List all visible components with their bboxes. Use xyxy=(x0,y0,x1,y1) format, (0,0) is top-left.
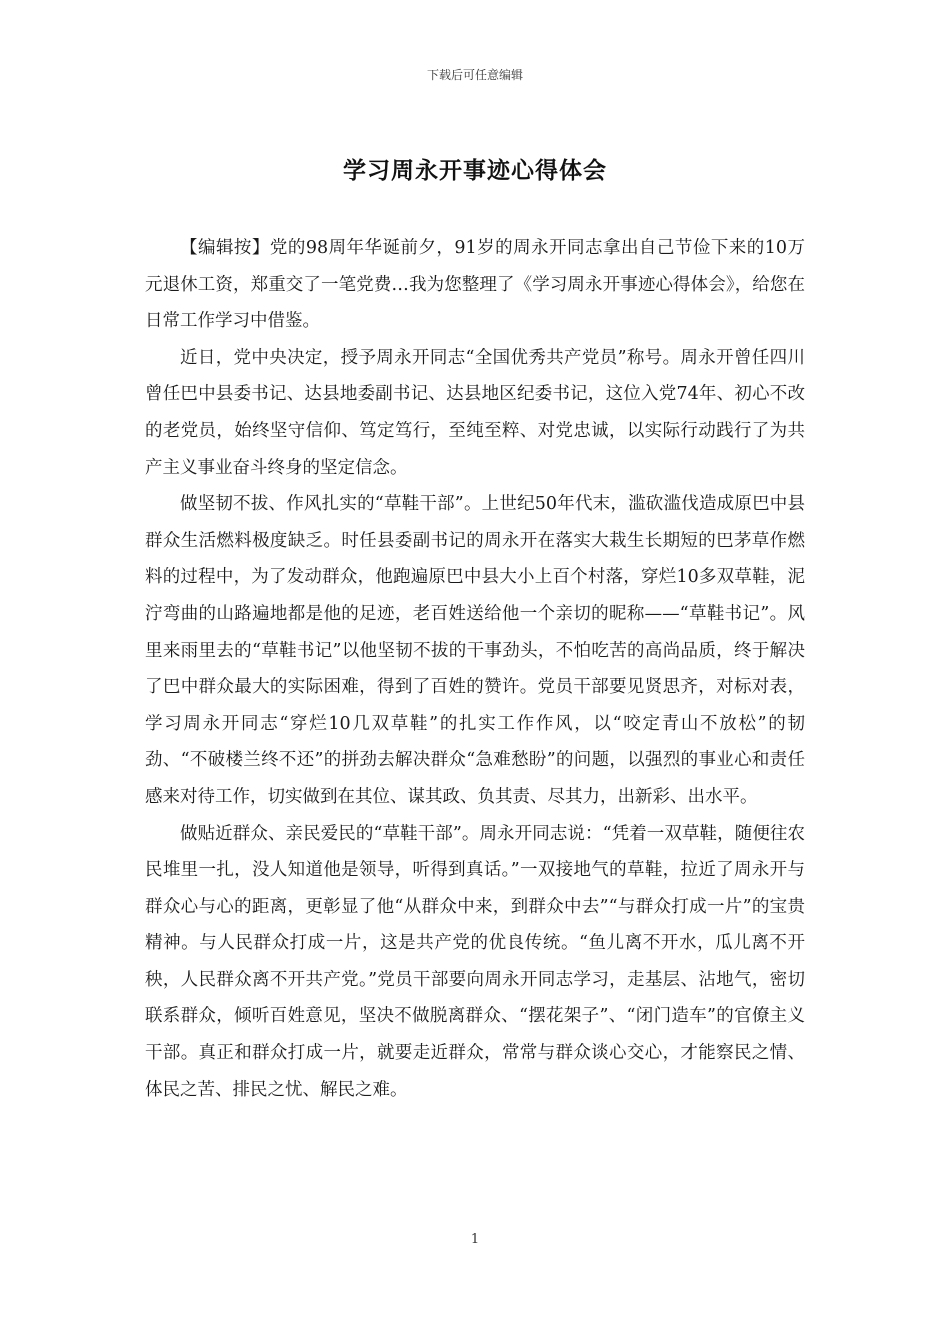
document-body xyxy=(145,230,805,1108)
paragraph-section-2: 做贴近群众、亲民爱民的“草鞋干部”。周永开同志说：“凭着一双草鞋，随便往农民堆里一扎，没人知道他是领导，听得到真话。”一双接地气的草鞋，拉近了周永开与群众心与心的距离，更彰显了他“从群众中来，到群众中去”“与群众打成一片”的宝贵精神。与人民群众打成一片，这是共产党的优良传统。“鱼儿离不开水，瓜儿离不开秧，人民群众离不开共产党。”党员干部要向周永开同志学习，走基层、沾地气，密切联系群众，倾听百姓意见，坚决不做脱离群众、“摆花架子”、“闭门造车”的官僚主义干部。真正和群众打成一片，就要走近群众，常常与群众谈心交心，才能察民之情、体民之苦、排民之忧、解民之难。 xyxy=(145,823,805,1100)
header-note: 下载后可任意编辑 xyxy=(426,68,523,82)
paragraph-section-1: 做坚韧不拔、作风扎实的“草鞋干部”。上世纪50年代末，滥砍滥伐造成原巴中县群众生活燃料极度缺乏。时任县委副书记的周永开在落实大栽生长期短的巴茅草作燃料的过程中，为了发动群众，他跑遍原巴中县大小上百个村落，穿烂10多双草鞋，泥泞弯曲的山路遍地都是他的足迹，老百姓送给他一个亲切的昵称——“草鞋书记”。风里来雨里去的“草鞋书记”以他坚韧不拔的干事劲头，不怕吃苦的高尚品质，终于解决了巴中群众最大的实际困难，得到了百姓的赞许。党员干部要见贤思齐，对标对表，学习周永开同志“穿烂10几双草鞋”的扎实工作作风，以“咬定青山不放松”的韧劲、“不破楼兰终不还”的拼劲去解决群众“急难愁盼”的问题，以强烈的事业心和责任感来对待工作，切实做到在其位、谋其政、负其责、尽其力，出新彩、出水平。 xyxy=(145,494,805,807)
paragraph-editor-note: 【编辑按】党的98周年华诞前夕，91岁的周永开同志拿出自己节俭下来的10万元退休工资，郑重交了一笔党费…我为您整理了《学习周永开事迹心得体会》，给您在日常工作学习中借鉴。 xyxy=(145,238,805,332)
paragraph-intro: 近日，党中央决定，授予周永开同志“全国优秀共产党员”称号。周永开曾任四川曾任巴中县委书记、达县地委副书记、达县地区纪委书记，这位入党74年、初心不改的老党员，始终坚守信仰、笃定笃行，至纯至粹、对党忠诚，以实际行动践行了为共产主义事业奋斗终身的坚定信念。 xyxy=(145,347,805,478)
document-title: 学习周永开事迹心得体会 xyxy=(343,158,607,184)
page-number: 1 xyxy=(470,1232,480,1247)
